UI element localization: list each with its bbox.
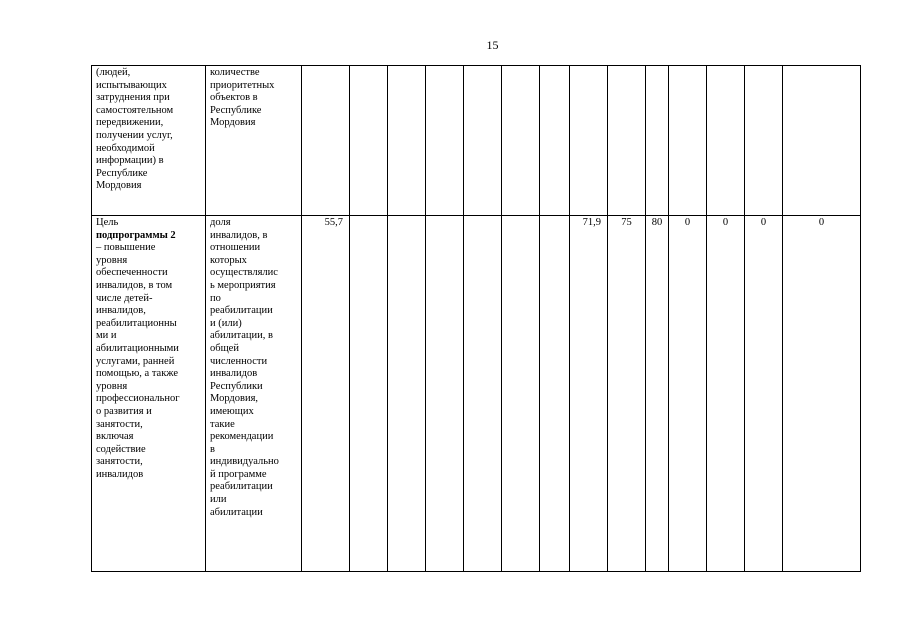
value-cell: 75 [608,216,646,572]
goal-text-line: уровня [96,380,128,392]
goal-text-line: информации) в [96,155,164,167]
value-cell: 55,7 [302,216,350,572]
indicator-text-line: Республике [210,104,262,116]
goal-subprogram-label: подпрограммы 2 [96,229,176,241]
value-cell [707,66,745,216]
indicator-text-line: Мордовия, [210,393,259,405]
value-cell [502,216,540,572]
value-cell [745,66,783,216]
indicator-text-line: индивидуально [210,456,279,468]
value-cell: 0 [707,216,745,572]
indicator-text-line: по [210,292,221,304]
goal-text-line: Республике [96,167,148,179]
goal-cell [92,66,206,216]
indicator-text-line: общей [210,342,239,354]
indicator-text-line: в [210,443,215,455]
indicator-cell [206,66,302,216]
goal-prefix: Цель [96,217,119,228]
indicator-text-line: отношении [210,242,261,254]
indicator-text-line: реабилитации [210,305,273,317]
goal-text-line: необходимой [96,142,155,154]
goal-text-line: абилитационными [96,342,179,354]
page-number: 15 [486,38,499,52]
goal-text-line: услугами, ранней [96,355,175,367]
goal-text-line: испытывающих [96,79,167,91]
indicator-text-line: инвалидов [210,368,258,380]
indicator-text-line: осуществлялис [210,267,278,279]
goal-text-line: инвалидов [96,468,144,480]
indicator-text-line: инвалидов, в [210,229,268,241]
indicator-text-line: которых [210,254,247,266]
indicator-text-line: абилитации, в [210,330,273,342]
value-cell [502,66,540,216]
goal-text-line: инвалидов, [96,305,146,317]
value-cell [388,66,426,216]
value-cell: 0 [745,216,783,572]
indicator-text-line: доля [210,217,231,228]
value-cell [783,66,861,216]
value-cell [350,216,388,572]
goal-text-line: о развития и [96,405,152,417]
value-cell [608,66,646,216]
indicator-text-line: имеющих [210,405,254,417]
indicator-text-line: численности [210,355,268,367]
value-cell [464,66,502,216]
value-cell [540,216,570,572]
indicator-text-line: реабилитации [210,481,273,493]
indicator-text-line: рекомендации [210,431,274,443]
goal-text-line: Мордовия [96,180,142,192]
goal-text-line: реабилитационны [96,317,177,329]
value-cell [388,216,426,572]
value-cell: 0 [783,216,861,572]
table-row [92,66,861,216]
value-cell [426,66,464,216]
value-cell [302,66,350,216]
indicator-text-line: приоритетных [210,79,275,91]
indicators-table [91,65,861,572]
goal-text-line: помощью, а также [96,368,179,380]
goal-text-line: – повышение [96,242,156,254]
goal-text-line: обеспеченности [96,267,168,279]
goal-text-line: профессиональног [96,393,180,405]
goal-text-line: занятости, [96,418,143,430]
goal-text-line: ми и [96,330,117,342]
goal-text-line: получении услуг, [96,129,173,141]
goal-text-line: занятости, [96,456,143,468]
goal-text-line: затруднения при [96,92,170,104]
goal-text-line: уровня [96,254,128,266]
value-cell [464,216,502,572]
indicator-text-line: Мордовия [210,117,256,129]
value-cell [570,66,608,216]
indicator-text-line: количестве [210,67,260,78]
value-cell [350,66,388,216]
value-cell [669,66,707,216]
goal-text-line: включая [96,431,134,443]
goal-text-line: передвижении, [96,117,164,129]
indicator-text-line: и (или) [210,317,242,329]
value-cell [426,216,464,572]
goal-cell [92,216,206,572]
value-cell [540,66,570,216]
goal-text-line: содействие [96,443,146,455]
value-cell: 80 [646,216,669,572]
value-cell [646,66,669,216]
value-cell: 0 [669,216,707,572]
indicator-text-line: объектов в [210,92,258,104]
goal-text-line: (людей, [96,67,131,78]
indicator-text-line: такие [210,418,235,430]
goal-text-line: самостоятельном [96,104,174,116]
goal-text-line: числе детей- [96,292,153,304]
goal-text-line: инвалидов, в том [96,279,173,291]
indicator-text-line: абилитации [210,506,263,518]
table-row [92,216,861,572]
indicator-text-line: Республики [210,380,263,392]
indicator-text-line: й программе [210,468,267,480]
indicator-text-line: ь мероприятия [210,279,276,291]
value-cell: 71,9 [570,216,608,572]
indicator-text-line: или [210,494,227,506]
indicator-cell [206,216,302,572]
